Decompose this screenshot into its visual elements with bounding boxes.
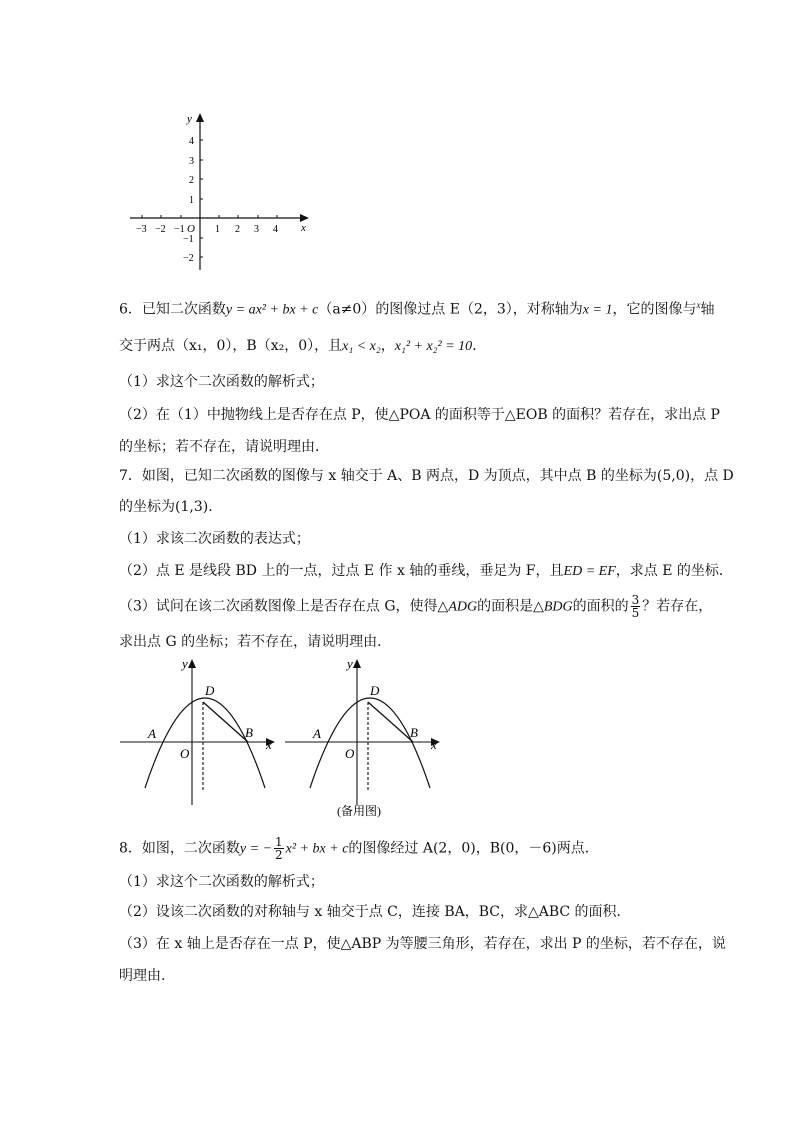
q6-text: 交于两点（x₁，0），B（x₂，0），且 (119, 338, 343, 354)
q7-part-2 (119, 561, 733, 582)
q6-text: ． (472, 338, 487, 354)
x-tick-label: 3 (254, 224, 259, 235)
q7-part-1: （1）求该二次函数的表达式； (119, 531, 310, 547)
q8-fraction-numerator: 1 (275, 835, 283, 849)
coordinate-axes-figure (125, 110, 320, 275)
q6-condition: （a≠0） (318, 301, 376, 318)
q7-o-label: O (180, 746, 190, 761)
q7-ed-ef-equation: ED = EF (563, 564, 616, 579)
q8-text: 8．如图，二次函数 (119, 840, 240, 857)
q7-text: 的面积是 (477, 598, 534, 615)
q8-part-3-cont: 明理由. (119, 968, 166, 984)
q7-a-label: A (313, 726, 321, 741)
q6-sum-of-squares: x₁² + x₂² = 10 (394, 339, 473, 354)
q8-text: 的图像经过 A(2，0)，B(0，－6)两点． (348, 840, 599, 857)
q7-fraction-denominator: 5 (631, 606, 640, 620)
q8-equation-start: y = − (239, 841, 273, 857)
origin-label: O (187, 223, 195, 235)
q7-triangle-bdg: △BDG (533, 599, 573, 615)
q7-text: （3）试问在该二次函数图像上是否存在点 G，使得 (119, 598, 438, 615)
q7-text: 的坐标为 (119, 499, 175, 515)
q7-text: ，点 D (690, 468, 734, 484)
q7-b-label: B (410, 725, 418, 740)
x-tick-label: 1 (215, 224, 220, 235)
q7-y-label: y (182, 656, 188, 671)
q6-part-2: （2）在（1）中抛物线上是否存在点 P，使△POA 的面积等于△EOB 的面积？若存在，求出点 P (119, 407, 720, 423)
q6-text: ， (380, 338, 395, 354)
q7-x-label: x (266, 737, 272, 752)
q6-equation: y = ax² + bx + c (225, 302, 319, 318)
q7-d-label: D (205, 683, 215, 698)
q7-fraction (631, 594, 641, 619)
q7-text: 的面积的 (572, 598, 629, 615)
q7-graph-spare (285, 656, 440, 818)
q7-d-coordinate: (1,3) (175, 499, 209, 515)
q6-inequality: x₁ < x₂ (342, 339, 381, 354)
q7-triangle-adg: △ADG (437, 599, 478, 615)
q7-text: ，求点 E 的坐标． (615, 563, 733, 579)
x-tick-label: 4 (273, 224, 278, 235)
q7-part-3-cont: 求出点 G 的坐标；若不存在，请说明理由． (119, 634, 392, 650)
x-tick-label: 2 (235, 224, 240, 235)
q7-text: 7．如图，已知二次函数的图像与 x 轴交于 A、B 两点，D 为顶点，其中点 B 的坐标为 (119, 468, 657, 484)
q6-text: 6．已知二次函数 (119, 301, 226, 318)
x-axis-label: x (301, 222, 306, 234)
q7-graph-main (120, 656, 275, 805)
q7-o-label: O (345, 746, 355, 761)
y-axis-label: y (187, 113, 192, 125)
y-tick-label: 2 (189, 175, 194, 186)
q8-equation-rest: x² + bx + c (285, 841, 349, 857)
q6-part-2-cont: 的坐标；若不存在，请说明理由． (119, 439, 329, 455)
q7-spare-caption: (备用图) (337, 804, 381, 818)
q7-text: （2）点 E 是线段 BD 上的一点，过点 E 作 x 轴的垂线，垂足为 F，且 (119, 563, 564, 579)
q6-part-1: （1）求这个二次函数的解析式； (119, 374, 324, 390)
q7-line-1 (119, 466, 734, 486)
y-tick-label: −2 (183, 253, 194, 264)
q7-text: ？若存在， (642, 598, 713, 615)
q8-part-2: （2）设该二次函数的对称轴与 x 轴交于点 C，连接 BA，BC，求△ABC 的面积． (119, 904, 631, 920)
q7-y-label: y (347, 656, 353, 671)
q6-text: 的图像过点 E（2，3），对称轴为 (375, 301, 583, 318)
q8-part-1: （1）求这个二次函数的解析式； (119, 874, 324, 890)
y-tick-label: 3 (189, 156, 194, 167)
q8-fraction (274, 836, 284, 861)
x-tick-label: −3 (136, 224, 147, 235)
q8-line-1 (119, 836, 599, 861)
x-tick-label: −2 (155, 224, 166, 235)
y-tick-label: 4 (189, 136, 194, 147)
q8-fraction-denominator: 2 (275, 848, 283, 862)
q7-part-3 (119, 594, 712, 619)
q7-x-label: x (431, 737, 437, 752)
q7-d-label: D (370, 683, 380, 698)
y-tick-label: 1 (189, 195, 194, 206)
q7-b-label: B (245, 725, 253, 740)
q6-line-2 (119, 336, 486, 357)
y-axis-arrow (196, 113, 204, 122)
q7-b-coordinate: (5,0) (656, 468, 691, 484)
q7-fraction-numerator: 3 (631, 593, 640, 607)
q7-line-2 (119, 497, 222, 517)
x-tick-label: −1 (174, 224, 185, 235)
q7-figure (115, 655, 450, 820)
q7-a-label: A (148, 726, 156, 741)
y-tick-label: −1 (183, 234, 194, 245)
q6-x-variable: x (696, 300, 701, 310)
q6-text: ，它的图像与 (612, 301, 697, 318)
q6-line-1 (119, 295, 714, 321)
q6-text: 轴 (700, 301, 715, 318)
x-axis-arrow (300, 214, 309, 222)
q6-axis-equation: x = 1 (582, 302, 613, 318)
q7-text: ． (208, 499, 223, 515)
q8-part-3: （3）在 x 轴上是否存在一点 P，使△ABP 为等腰三角形，若存在，求出 P 的坐标，若不存在，说 (119, 936, 726, 952)
